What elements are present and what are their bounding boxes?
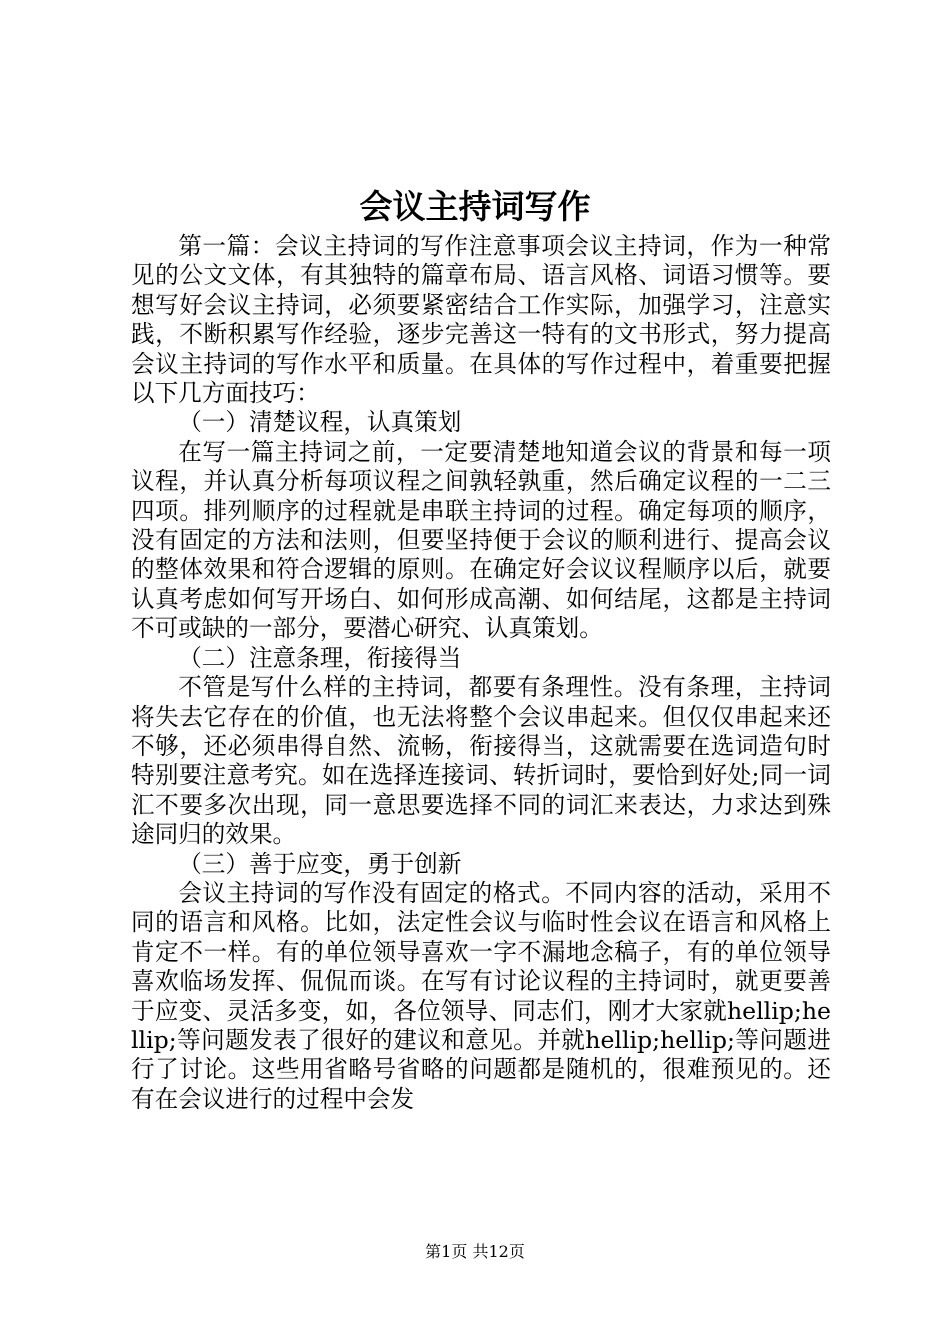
document-title: 会议主持词写作: [359, 187, 591, 226]
section-heading-3: （三）善于应变，勇于创新: [178, 849, 462, 878]
paragraph-intro: 第一篇：会议主持词的写作注意事项会议主持词，作为一种常见的公文文体，有其独特的篇章布局、语言风格、词语习惯等。要想写好会议主持词，必须要紧密结合工作实际，加强学习，注意实践，不断积累写作经验，逐步完善这一特有的文书形式，努力提高会议主持词的写作水平和质量。在具体的写作过程中，着重要把握以下几方面技巧：: [131, 232, 831, 408]
paragraph-section-1: 在写一篇主持词之前，一定要清楚地知道会议的背景和每一项议程，并认真分析每项议程之间孰轻孰重，然后确定议程的一二三四项。排列顺序的过程就是串联主持词的过程。确定每项的顺序，没有固定的方法和法则，但要坚持便于会议的顺利进行、提高会议的整体效果和符合逻辑的原则。在确定好会议议程顺序以后，就要认真考虑如何写开场白、如何形成高潮、如何结尾，这都是主持词不可或缺的一部分，要潜心研究、认真策划。: [131, 437, 831, 643]
paragraph-section-2: 不管是写什么样的主持词，都要有条理性。没有条理，主持词将失去它存在的价值，也无法将整个会议串起来。但仅仅串起来还不够，还必须串得自然、流畅，衔接得当，这就需要在选词造句时特别要注意考究。如在选择连接词、转折词时，要恰到好处;同一词汇不要多次出现，同一意思要选择不同的词汇来表达，力求达到殊途同归的效果。: [131, 673, 831, 849]
page-footer: [0, 1241, 950, 1263]
page-total: 共12页: [472, 1242, 525, 1261]
page-number: 第1页: [425, 1242, 468, 1261]
document-body: [131, 232, 831, 1114]
section-heading-1: （一）清楚议程，认真策划: [178, 408, 462, 437]
paragraph-section-3: 会议主持词的写作没有固定的格式。不同内容的活动，采用不同的语言和风格。比如，法定性会议与临时性会议在语言和风格上肯定不一样。有的单位领导喜欢一字不漏地念稿子，有的单位领导喜欢临场发挥、侃侃而谈。在写有讨论议程的主持词时，就更要善于应变、灵活多变，如，各位领导、同志们，刚才大家就hellip;hellip;等问题发表了很好的建议和意见。并就hellip;hellip;等问题进行了讨论。这些用省略号省略的问题都是随机的，很难预见的。还有在会议进行的过程中会发: [131, 878, 831, 1113]
section-heading-2: （二）注意条理，衔接得当: [178, 643, 462, 672]
